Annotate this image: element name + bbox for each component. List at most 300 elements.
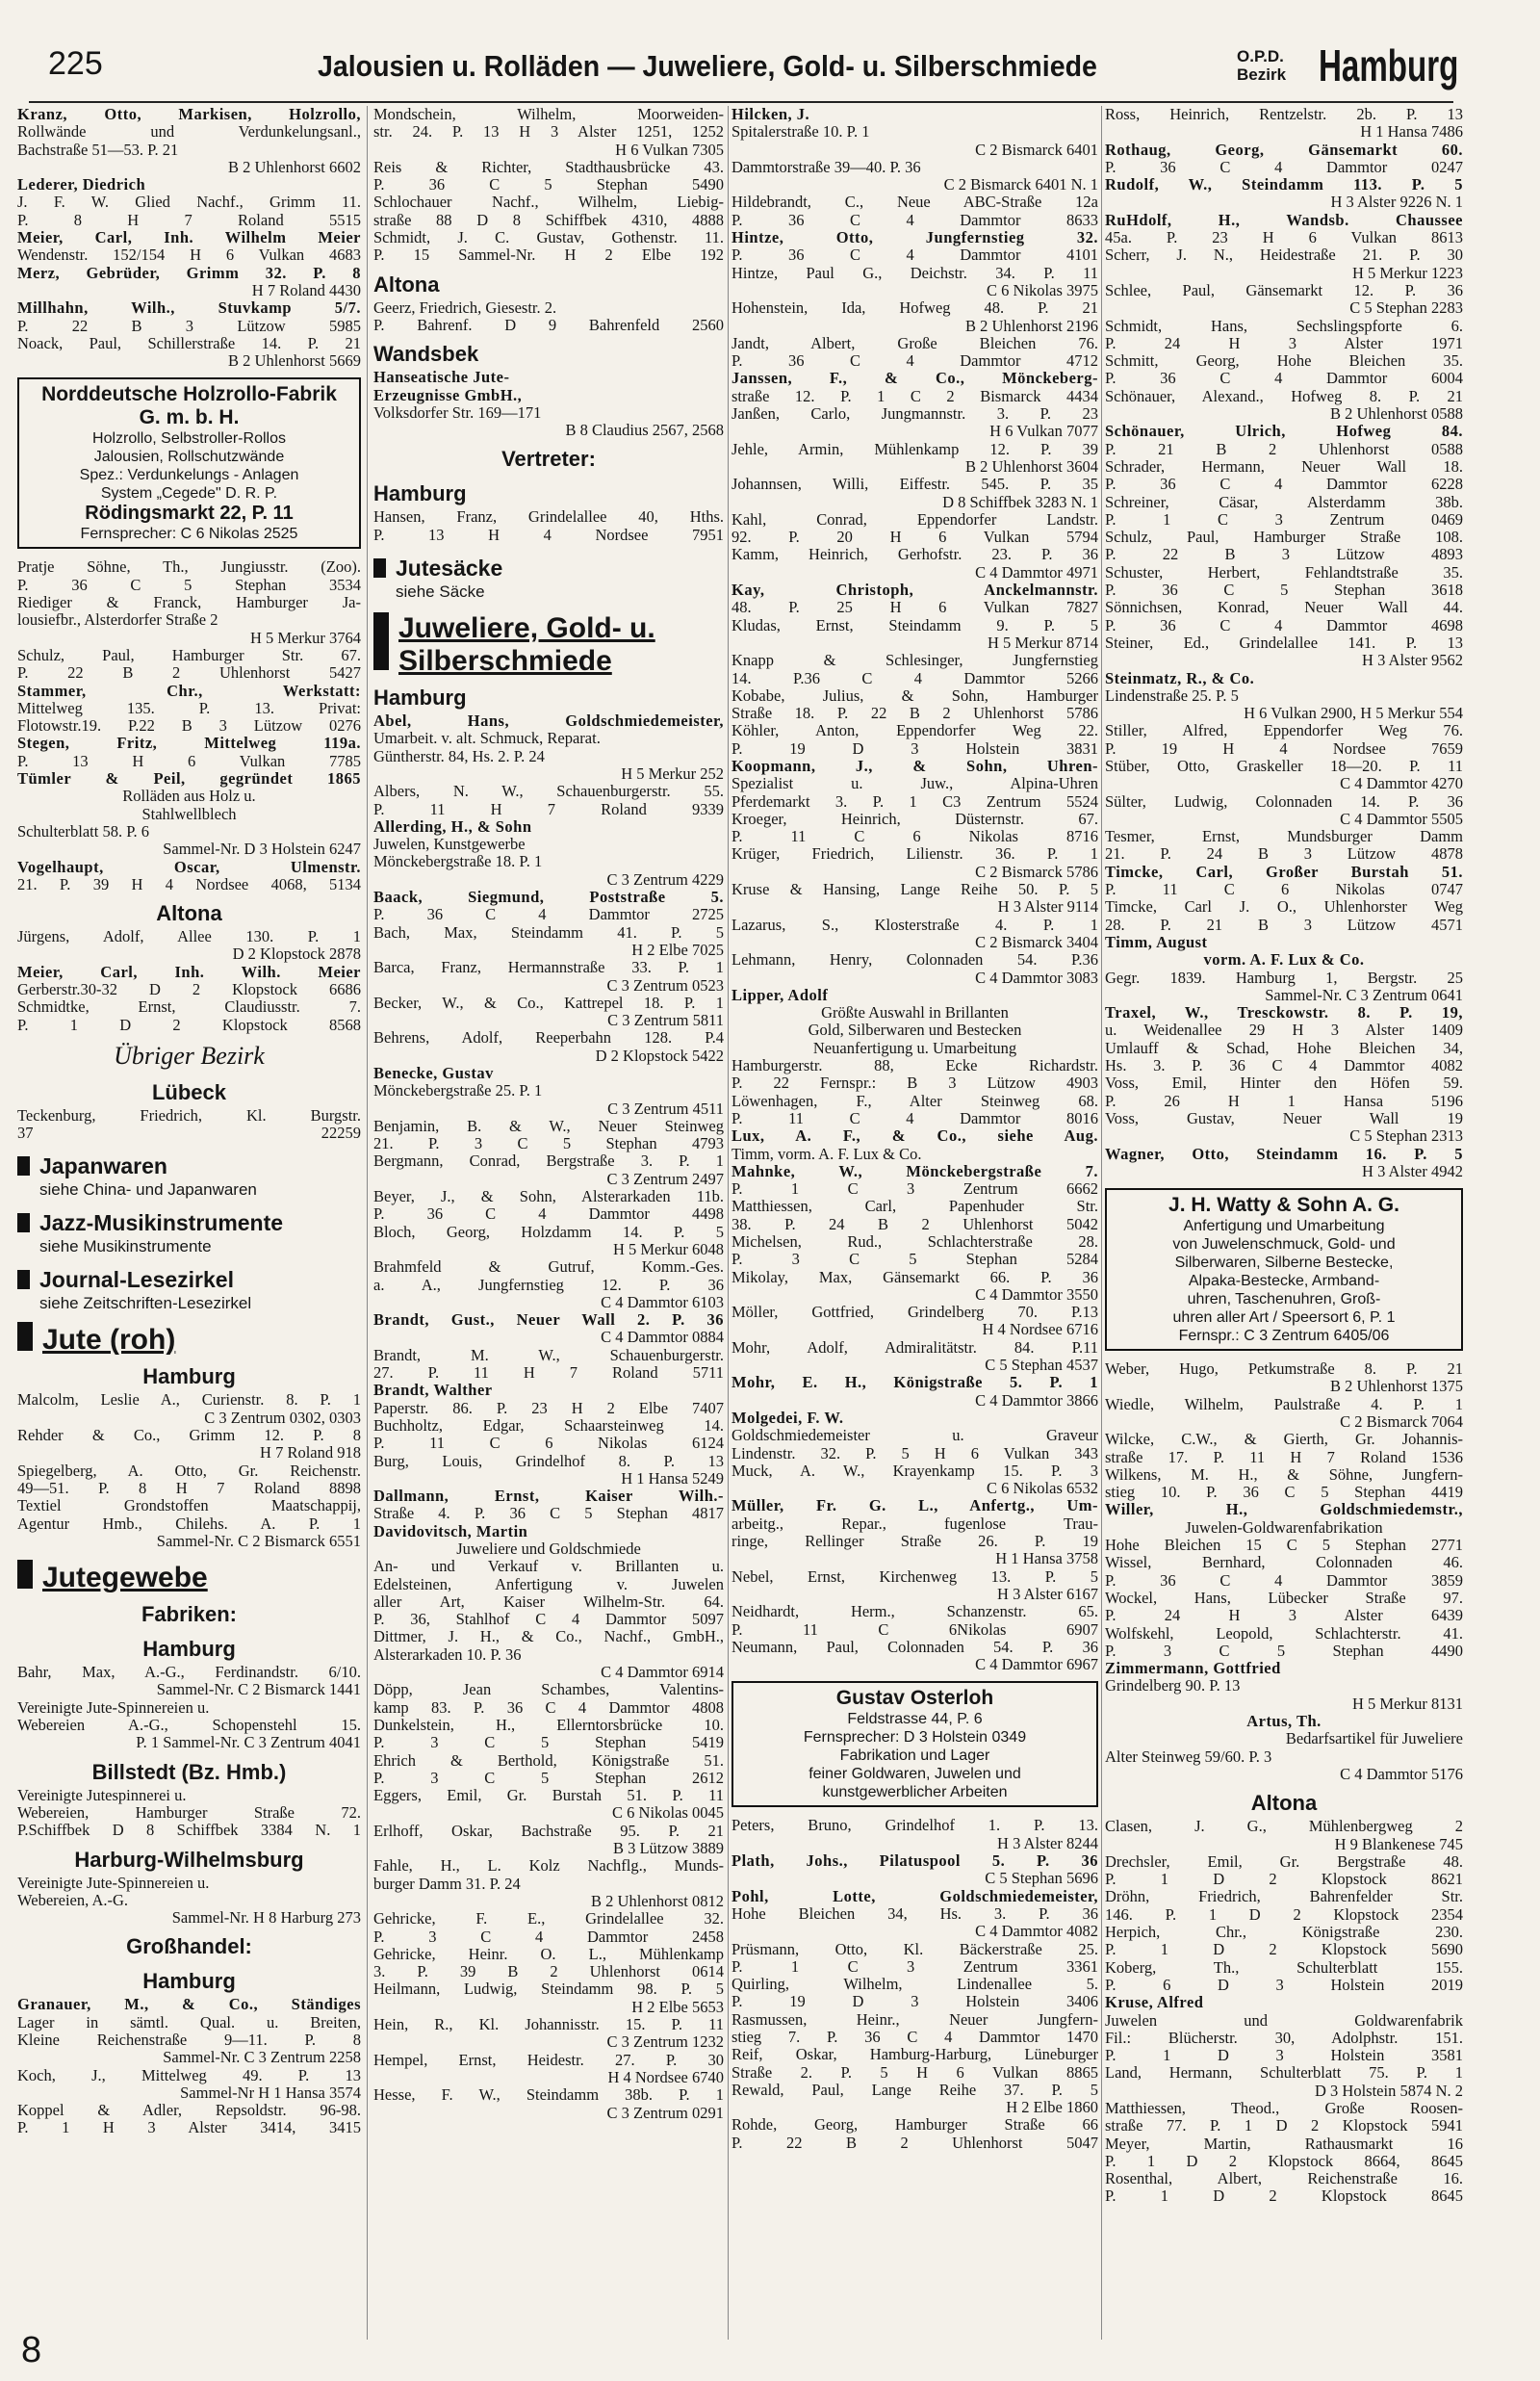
entry-name-line: Davidovitsch, Martin xyxy=(373,1521,528,1540)
entry-line: Dunkelstein, H., Ellerntorsbrücke 10. xyxy=(373,1715,724,1734)
entry-line: P. 36 C 5 Stephan 5490 xyxy=(373,175,724,194)
entry-line: Noack, Paul, Schillerstraße 14. P. 21 xyxy=(17,333,361,352)
entry-line: Weber, Hugo, Petkumstraße 8. P. 21 xyxy=(1105,1359,1463,1379)
entry-line: P. 1 C 3 Zentrum 3361 xyxy=(732,1956,1098,1976)
entry-line: P. 11 C 4 Dammtor 8016 xyxy=(732,1108,1098,1127)
entry-line: Michelsen, Rud., Schlachterstraße 28. xyxy=(732,1232,1098,1251)
entry-line: B 2 Uhlenhorst 0588 xyxy=(1330,404,1463,424)
entry-line: Straße 18. P. 22 B 2 Uhlenhorst 5786 xyxy=(732,704,1098,723)
entry-name-line: Traxel, W., Tresckowstr. 8. P. 19, xyxy=(1105,1003,1463,1022)
section-marker-icon xyxy=(373,612,389,670)
entry-line: Dittmer, J. H., & Co., Nachf., GmbH., xyxy=(373,1627,724,1646)
city-heading: Fabriken: xyxy=(141,1602,238,1627)
entry-line: Straße 4. P. 36 C 5 Stephan 4817 xyxy=(373,1504,724,1523)
entry-line: Quirling, Wilhelm, Lindenallee 5. xyxy=(732,1975,1098,1994)
entry-line: C 4 Dammtor 6103 xyxy=(601,1292,724,1311)
entry-line: P. 3 C 4 Dammtor 2458 xyxy=(373,1927,724,1946)
entry-name-line: Kranz, Otto, Markisen, Holzrollo, xyxy=(17,106,361,123)
ad-line: Norddeutsche Holzrollo-Fabrik xyxy=(41,383,337,406)
section-heading xyxy=(17,1152,361,1180)
entry-name-line: Lederer, Diedrich xyxy=(17,175,146,194)
entry-line: C 3 Zentrum 0302, 0303 xyxy=(204,1408,361,1427)
entry-line: Matthiessen, Carl, Papenhuder Str. xyxy=(732,1197,1098,1216)
ad-line: Fernspr.: C 3 Zentrum 6405/06 xyxy=(1178,1328,1390,1345)
entry-line: Drechsler, Emil, Gr. Bergstraße 48. xyxy=(1105,1851,1463,1871)
entry-name-line: Rudolf, W., Steindamm 113. P. 5 xyxy=(1105,175,1463,194)
entry-name-line: Erzeugnisse GmbH., xyxy=(373,385,523,404)
entry-line: Wolfskehl, Leopold, Schlachterstr. 41. xyxy=(1105,1623,1463,1643)
entry-line: P. 36 C 5 Stephan 3534 xyxy=(17,575,361,594)
entry-name-line: Schönauer, Ulrich, Hofweg 84. xyxy=(1105,422,1463,441)
entry-line: Voss, Emil, Hinter den Höfen 59. xyxy=(1105,1074,1463,1093)
entry-name-line: Willer, H., Goldschmiedemstr., xyxy=(1105,1500,1463,1519)
entry-line: P. 3 C 5 Stephan 4490 xyxy=(1105,1641,1463,1660)
entry-line: Bachstraße 51—53. P. 21 xyxy=(17,140,179,159)
entry-line: Größte Auswahl in Brillanten xyxy=(821,1003,1009,1022)
city-heading: Vertreter: xyxy=(501,447,596,472)
entry-line: H 3 Alster 9114 xyxy=(997,897,1098,917)
entry-name-line: Wagner, Otto, Steindamm 16. P. 5 xyxy=(1105,1144,1463,1163)
ad-line: feiner Goldwaren, Juwelen und xyxy=(808,1766,1021,1783)
entry-name-line: Pohl, Lotte, Goldschmiedemeister, xyxy=(732,1886,1098,1905)
entry-line: Rohde, Georg, Hamburger Straße 66 xyxy=(732,2115,1098,2135)
entry-line: Straße 2. P. 5 H 6 Vulkan 8865 xyxy=(732,2062,1098,2082)
entry-line: Kruse & Hansing, Lange Reihe 50. P. 5 xyxy=(732,880,1098,899)
entry-line: 3. P. 39 B 2 Uhlenhorst 0614 xyxy=(373,1962,724,1981)
entry-line: Koch, J., Mittelweg 49. P. 13 xyxy=(17,2065,361,2084)
entry-line: Krüger, Friedrich, Lilienstr. 36. P. 1 xyxy=(732,844,1098,864)
entry-line: Sammel-Nr. C 3 Zentrum 2258 xyxy=(163,2048,361,2067)
entry-name-line: Müller, Fr. G. L., Anfertg., Um- xyxy=(732,1496,1098,1515)
entry-line: Herpich, Chr., Königstraße 230. xyxy=(1105,1923,1463,1942)
entry-line: P. 36 C 4 Dammtor 4101 xyxy=(732,246,1098,265)
entry-line: Brandt, M. W., Schauenburgerstr. xyxy=(373,1345,724,1364)
entry-line: Schulz, Paul, Hamburger Straße 108. xyxy=(1105,528,1463,547)
entry-line: 49—51. P. 8 H 7 Roland 8898 xyxy=(17,1478,361,1497)
entry-line: Rehder & Co., Grimm 12. P. 8 xyxy=(17,1426,361,1445)
entry-line: An- und Verkauf v. Brillanten u. xyxy=(373,1557,724,1576)
entry-line: Wiedle, Wilhelm, Paulstraße 4. P. 1 xyxy=(1105,1394,1463,1413)
entry-line: Hamburgerstr. 88, Ecke Richardstr. xyxy=(732,1056,1098,1075)
entry-name-line: Artus, Th. xyxy=(1246,1712,1322,1731)
entry-line: Mönckebergstraße 18. P. 1 xyxy=(373,852,543,871)
entry-line: P. 22 B 2 Uhlenhorst 5427 xyxy=(17,663,361,683)
opd-label xyxy=(1237,47,1286,84)
entry-name-line: Millhahn, Wilh., Stuvkamp 5/7. xyxy=(17,298,361,318)
entry-name-line: Abel, Hans, Goldschmiedemeister, xyxy=(373,712,724,731)
entry-line: Alsterarkaden 10. P. 36 xyxy=(373,1644,522,1664)
entry-line: C 4 Dammtor 3866 xyxy=(975,1390,1098,1410)
entry-line: P. Bahrenf. D 9 Bahrenfeld 2560 xyxy=(373,315,724,334)
section-title: Jazz-Musikinstrumente xyxy=(39,1210,284,1236)
entry-name-line: Lux, A. F., & Co., siehe Aug. xyxy=(732,1126,1098,1146)
entry-line: H 5 Merkur 252 xyxy=(621,763,724,783)
entry-line: Webereien, A.-G. xyxy=(17,1890,129,1909)
entry-line: Rewald, Paul, Lange Reihe 37. P. 5 xyxy=(732,2080,1098,2099)
opd-abbrev: O.P.D. xyxy=(1237,47,1284,65)
entry-line: Hein, R., Kl. Johannisstr. 15. P. 11 xyxy=(373,2015,724,2034)
entry-line: Mohr, Adolf, Admiralitätstr. 84. P.11 xyxy=(732,1337,1098,1357)
entry-line: Geerz, Friedrich, Giesestr. 2. xyxy=(373,298,557,317)
entry-line: P. 1 D 2 Klopstock 8664, 8645 xyxy=(1105,2151,1463,2170)
entry-line: Stüber, Otto, Graskeller 18—20. P. 11 xyxy=(1105,756,1463,775)
entry-line: Rosenthal, Albert, Reichenstraße 16. xyxy=(1105,2169,1463,2188)
ad-line: kunstgewerblicher Arbeiten xyxy=(822,1784,1008,1801)
section-heading xyxy=(17,1265,361,1294)
column-rule xyxy=(1101,106,1102,2340)
entry-line: P. 1 D 2 Klopstock 8645 xyxy=(1105,2187,1463,2206)
entry-line: C 4 Dammtor 5505 xyxy=(1340,809,1463,828)
entry-line: P. 19 H 4 Nordsee 7659 xyxy=(1105,738,1463,758)
entry-line: P. 22 B 3 Lützow 5985 xyxy=(17,316,361,335)
entry-line: P. 22 B 3 Lützow 4893 xyxy=(1105,545,1463,564)
entry-line: Timm, vorm. A. F. Lux & Co. xyxy=(732,1144,922,1163)
entry-name-line: Timm, August xyxy=(1105,932,1208,951)
entry-line: Lehmann, Henry, Colonnaden 54. P.36 xyxy=(732,950,1098,970)
entry-line: D 8 Schiffbek 3283 N. 1 xyxy=(942,492,1098,511)
entry-line: P. 24 H 3 Alster 6439 xyxy=(1105,1606,1463,1625)
entry-name-line: vorm. A. F. Lux & Co. xyxy=(1203,950,1365,970)
entry-line: Kroeger, Heinrich, Düsternstr. 67. xyxy=(732,809,1098,828)
entry-line: Lazarus, S., Klosterstraße 4. P. 1 xyxy=(732,915,1098,934)
entry-name-line: Hilcken, J. xyxy=(732,106,810,123)
column-2 xyxy=(373,106,724,2349)
entry-line: Paperstr. 86. P. 23 H 2 Elbe 7407 xyxy=(373,1398,724,1417)
section-marker-icon xyxy=(17,1213,30,1232)
entry-line: Behrens, Adolf, Reeperbahn 128. P.4 xyxy=(373,1028,724,1048)
entry-line: Hintze, Paul G., Deichstr. 34. P. 11 xyxy=(732,263,1098,282)
city-heading: Hamburg xyxy=(373,686,467,711)
entry-line: Steiner, Ed., Grindelallee 141. P. 13 xyxy=(1105,633,1463,652)
entry-line: Land, Hermann, Schulterblatt 75. P. 1 xyxy=(1105,2063,1463,2083)
entry-line: C 2 Bismarck 6401 xyxy=(975,140,1098,159)
ad-line: Alpaka-Bestecke, Armband- xyxy=(1188,1273,1380,1290)
entry-line: Möller, Gottfried, Grindelberg 70. P.13 xyxy=(732,1303,1098,1322)
entry-line: H 5 Merkur 3764 xyxy=(249,628,361,647)
entry-line: ringe, Rellinger Straße 26. P. 19 xyxy=(732,1532,1098,1551)
entry-line: H 3 Alster 4942 xyxy=(1362,1161,1463,1180)
entry-line: straße 77. P. 1 D 2 Klopstock 5941 xyxy=(1105,2116,1463,2135)
entry-line: 21. P. 39 H 4 Nordsee 4068, 5134 xyxy=(17,874,361,893)
entry-line: Sammel-Nr. C 2 Bismarck 1441 xyxy=(156,1680,361,1699)
entry-line: Wilkens, M. H., & Söhne, Jungfern- xyxy=(1105,1464,1463,1484)
entry-name-line: Janssen, F., & Co., Mönckeberg- xyxy=(732,369,1098,388)
entry-line: P. 36, Stahlhof C 4 Dammtor 5097 xyxy=(373,1610,724,1629)
entry-line: Knapp & Schlesinger, Jungfernstieg xyxy=(732,651,1098,670)
city-heading: Harburg-Wilhelmsburg xyxy=(74,1847,304,1872)
entry-line: B 2 Uhlenhorst 2196 xyxy=(965,316,1098,335)
entry-line: P. 13 H 4 Nordsee 7951 xyxy=(373,525,724,544)
entry-line: C 4 Dammtor 6914 xyxy=(601,1663,724,1682)
entry-line: H 6 Vulkan 2900, H 5 Merkur 554 xyxy=(1244,704,1463,723)
entry-line: H 2 Elbe 7025 xyxy=(631,940,724,959)
entry-line: Lager in sämtl. Qual. u. Breiten, xyxy=(17,2012,361,2032)
entry-line: 92. P. 20 H 6 Vulkan 5794 xyxy=(732,528,1098,547)
entry-line: Lindenstraße 25. P. 5 xyxy=(1105,686,1239,705)
entry-line: Buchholtz, Edgar, Schaarsteinweg 14. xyxy=(373,1415,724,1435)
entry-line: 45a. P. 23 H 6 Vulkan 8613 xyxy=(1105,228,1463,247)
entry-line: Vereinigte Jute-Spinnereien u. xyxy=(17,1697,210,1717)
entry-line: Janßen, Carlo, Jungmannstr. 3. P. 23 xyxy=(732,404,1098,424)
entry-line: Burg, Louis, Grindelhof 8. P. 13 xyxy=(373,1451,724,1470)
entry-line: Vereinigte Jute-Spinnereien u. xyxy=(17,1873,210,1892)
entry-line: Alter Steinweg 59/60. P. 3 xyxy=(1105,1747,1272,1766)
entry-line: H 2 Elbe 5653 xyxy=(631,1997,724,2016)
entry-line: C 5 Stephan 2313 xyxy=(1349,1126,1463,1146)
entry-line: Güntherstr. 84, Hs. 2. P. 24 xyxy=(373,746,545,765)
section-title: Journal-Lesezirkel xyxy=(39,1267,234,1293)
entry-line: H 2 Elbe 1860 xyxy=(1006,2098,1098,2117)
entry-line: Hohe Bleichen 15 C 5 Stephan 2771 xyxy=(1105,1536,1463,1555)
entry-line: Dröhn, Friedrich, Bahrenfelder Str. xyxy=(1105,1887,1463,1906)
city-heading: Hamburg xyxy=(373,481,467,506)
entry-line: Juwelen-Goldwarenfabrikation xyxy=(1185,1517,1383,1537)
entry-name-line: Vogelhaupt, Oscar, Ulmenstr. xyxy=(17,857,361,876)
entry-line: 38. P. 24 B 2 Uhlenhorst 5042 xyxy=(732,1214,1098,1233)
entry-line: stieg 10. P. 36 C 5 Stephan 4419 xyxy=(1105,1483,1463,1502)
entry-line: Fahle, H., L. Kolz Nachflg., Munds- xyxy=(373,1856,724,1876)
column-3 xyxy=(732,106,1098,2349)
column-1 xyxy=(17,106,361,2349)
entry-line: P. 15 Sammel-Nr. H 2 Elbe 192 xyxy=(373,246,724,265)
entry-line: Köhler, Anton, Eppendorfer Weg 22. xyxy=(732,721,1098,740)
section-heading xyxy=(17,1560,361,1594)
entry-line: C 4 Dammtor 4082 xyxy=(975,1922,1098,1941)
entry-line: Hansen, Franz, Grindelallee 40, Hths. xyxy=(373,507,724,527)
entry-line: 21. P. 24 B 3 Lützow 4878 xyxy=(1105,844,1463,864)
entry-line: Volksdorfer Str. 169—171 xyxy=(373,402,542,422)
entry-line: Neuanfertigung u. Umarbeitung xyxy=(812,1038,1017,1057)
entry-line: Rasmussen, Heinr., Neuer Jungfern- xyxy=(732,2009,1098,2029)
entry-line: u. Weidenallee 29 H 3 Alster 1409 xyxy=(1105,1021,1463,1040)
ad-line: Fabrikation und Lager xyxy=(839,1747,990,1765)
entry-line: H 1 Hansa 5249 xyxy=(621,1468,724,1488)
entry-line: P. 3 C 5 Stephan 2612 xyxy=(373,1768,724,1787)
entry-line: Teckenburg, Friedrich, Kl. Burgstr. xyxy=(17,1105,361,1125)
entry-line: P. 36 C 5 Stephan 3618 xyxy=(1105,581,1463,600)
entry-line: Sülter, Ludwig, Colonnaden 14. P. 36 xyxy=(1105,791,1463,811)
entry-line: Sammel-Nr. C 3 Zentrum 0641 xyxy=(1265,985,1463,1004)
entry-line: Scherr, J. N., Heidestraße 21. P. 30 xyxy=(1105,246,1463,265)
entry-line: Reis & Richter, Stadthausbrücke 43. xyxy=(373,157,724,176)
entry-line: Gegr. 1839. Hamburg 1, Bergstr. 25 xyxy=(1105,968,1463,987)
ad-line: uhren, Taschenuhren, Groß- xyxy=(1187,1291,1381,1308)
entry-line: Tesmer, Ernst, Mundsburger Damm xyxy=(1105,827,1463,846)
entry-line: Umlauff & Schad, Hohe Bleichen 34, xyxy=(1105,1038,1463,1057)
entry-name-line: Baack, Siegmund, Poststraße 5. xyxy=(373,888,724,907)
entry-line: aller Art, Kaiser Wilhelm-Str. 64. xyxy=(373,1592,724,1611)
entry-line: Kludas, Ernst, Steindamm 9. P. 5 xyxy=(732,615,1098,634)
entry-line: B 2 Uhlenhorst 0812 xyxy=(591,1891,724,1910)
advertisement-box xyxy=(1105,1188,1463,1351)
entry-line: P. 11 C 6 Nikolas 8716 xyxy=(732,827,1098,846)
city-heading: Hamburg xyxy=(142,1969,236,1994)
entry-line: Textiel Grondstoffen Maatschappij, xyxy=(17,1496,361,1515)
entry-line: 37 22259 xyxy=(17,1124,361,1143)
entry-name-line: Hintze, Otto, Jungfernstieg 32. xyxy=(732,228,1098,247)
entry-line: Schulz, Paul, Hamburger Str. 67. xyxy=(17,645,361,664)
section-heading xyxy=(373,612,724,678)
entry-line: Timcke, Carl J. O., Uhlenhorster Weg xyxy=(1105,897,1463,917)
entry-line: Reif, Oskar, Hamburg-Harburg, Lüneburger xyxy=(732,2045,1098,2064)
entry-name-line: Brandt, Walther xyxy=(373,1381,493,1400)
entry-line: C 4 Dammtor 5176 xyxy=(1340,1764,1463,1783)
entry-line: B 3 Lützow 3889 xyxy=(612,1839,724,1858)
entry-name-line: Brandt, Gust., Neuer Wall 2. P. 36 xyxy=(373,1310,724,1330)
entry-line: P. 1 C 3 Zentrum 6662 xyxy=(732,1179,1098,1199)
entry-line: Clasen, J. G., Mühlenbergweg 2 xyxy=(1105,1817,1463,1836)
section-heading xyxy=(17,1322,361,1357)
entry-line: Webereien A.-G., Schopenstehl 15. xyxy=(17,1716,361,1735)
entry-line: 146. P. 1 D 2 Klopstock 2354 xyxy=(1105,1904,1463,1924)
entry-line: P. 24 H 3 Alster 1971 xyxy=(1105,333,1463,352)
entry-line: C 3 Zentrum 0523 xyxy=(606,975,724,995)
entry-line: C 4 Dammtor 3083 xyxy=(975,968,1098,987)
entry-line: Johannsen, Willi, Eiffestr. 545. P. 35 xyxy=(732,475,1098,494)
entry-line: P. 1 D 3 Holstein 3581 xyxy=(1105,2046,1463,2065)
entry-line: H 5 Merkur 6048 xyxy=(612,1239,724,1258)
entry-line: H 1 Hansa 7486 xyxy=(1360,122,1463,142)
entry-line: H 3 Alster 9226 N. 1 xyxy=(1330,193,1463,212)
entry-line: P. 3 C 5 Stephan 5419 xyxy=(373,1733,724,1752)
entry-line: C 2 Bismarck 6401 N. 1 xyxy=(943,175,1098,194)
entry-line: Hohenstein, Ida, Hofweg 48. P. 21 xyxy=(732,298,1098,318)
entry-line: Wilcke, C.W., & Gierth, Gr. Johannis- xyxy=(1105,1430,1463,1449)
bezirk-label: Bezirk xyxy=(1237,65,1287,84)
entry-line: C 4 Dammtor 4971 xyxy=(975,562,1098,582)
entry-line: Prüsmann, Otto, Kl. Bäckerstraße 25. xyxy=(732,1939,1098,1958)
entry-line: B 2 Uhlenhorst 5669 xyxy=(228,351,361,371)
entry-line: Jehle, Armin, Mühlenkamp 12. P. 39 xyxy=(732,439,1098,458)
section-title: Jute (roh) xyxy=(42,1324,176,1357)
entry-line: C 3 Zentrum 1232 xyxy=(606,2032,724,2052)
entry-line: P. 1 D 2 Klopstock 8568 xyxy=(17,1015,361,1034)
entry-line: P. 36 C 4 Dammtor 6004 xyxy=(1105,369,1463,388)
entry-line: Kahl, Conrad, Eppendorfer Landstr. xyxy=(732,509,1098,529)
entry-line: Voss, Gustav, Neuer Wall 19 xyxy=(1105,1108,1463,1127)
entry-line: Muck, A. W., Krayenkamp 15. P. 3 xyxy=(732,1461,1098,1480)
entry-line: Juwelen und Goldwarenfabrik xyxy=(1105,2010,1463,2030)
entry-line: H 7 Roland 4430 xyxy=(251,280,361,299)
entry-line: H 6 Vulkan 7077 xyxy=(989,422,1098,441)
section-marker-icon xyxy=(17,1156,30,1176)
cross-reference: siehe Zeitschriften-Lesezirkel xyxy=(39,1294,252,1313)
entry-line: P. 19 D 3 Holstein 3831 xyxy=(732,738,1098,758)
entry-line: Kobabe, Julius, & Sohn, Hamburger xyxy=(732,686,1098,705)
entry-line: Koberg, Th., Schulterblatt 155. xyxy=(1105,1957,1463,1977)
entry-line: Gerberstr.30-32 D 2 Klopstock 6686 xyxy=(17,979,361,998)
entry-line: Hesse, F. W., Steindamm 38b. P. 1 xyxy=(373,2085,724,2105)
section-title: Jutegewebe xyxy=(42,1562,208,1594)
entry-name-line: Tümler & Peil, gegründet 1865 xyxy=(17,769,361,789)
entry-line: Sammel-Nr. C 2 Bismarck 6551 xyxy=(156,1531,361,1550)
entry-line: B 2 Uhlenhorst 1375 xyxy=(1330,1377,1463,1396)
entry-line: Bedarfsartikel für Juweliere xyxy=(1285,1729,1463,1748)
entry-name-line: Kruse, Alfred xyxy=(1105,1993,1204,2012)
cross-reference: siehe Musikinstrumente xyxy=(39,1237,212,1256)
entry-line: Schmidtke, Ernst, Claudiusstr. 7. xyxy=(17,997,361,1017)
entry-line: P. 13 H 6 Vulkan 7785 xyxy=(17,751,361,770)
ad-line: Spez.: Verdunkelungs - Anlagen xyxy=(79,467,299,484)
entry-line: C 4 Dammtor 3550 xyxy=(975,1284,1098,1304)
entry-line: C 2 Bismarck 7064 xyxy=(1340,1412,1463,1431)
ad-line: Jalousien, Rollschutzwände xyxy=(93,449,285,466)
entry-line: Malcolm, Leslie A., Curienstr. 8. P. 1 xyxy=(17,1390,361,1410)
entry-line: Wendenstr. 152/154 H 6 Vulkan 4683 xyxy=(17,246,361,265)
entry-line: Wissel, Bernhard, Colonnaden 46. xyxy=(1105,1553,1463,1572)
entry-name-line: Hanseatische Jute- xyxy=(373,368,510,387)
entry-line: Sammel-Nr. D 3 Holstein 6247 xyxy=(163,840,361,859)
entry-line: P. 11 C 6Nikolas 6907 xyxy=(732,1619,1098,1639)
cross-reference: siehe China- und Japanwaren xyxy=(39,1180,257,1200)
section-heading xyxy=(17,1208,361,1237)
cross-reference: siehe Säcke xyxy=(396,582,485,602)
footer-mark: 8 xyxy=(21,2330,42,2370)
entry-line: Mondschein, Wilhelm, Moorweiden- xyxy=(373,106,724,123)
entry-line: H 5 Merkur 8131 xyxy=(1351,1694,1463,1713)
entry-line: P. 36 C 4 Dammtor 4698 xyxy=(1105,615,1463,634)
ad-line: Fernsprecher: D 3 Holstein 0349 xyxy=(803,1729,1027,1747)
entry-line: P. 36 C 4 Dammtor 4498 xyxy=(373,1204,724,1224)
entry-line: Spiegelberg, A. Otto, Gr. Reichenstr. xyxy=(17,1461,361,1480)
entry-line: Agentur Hmb., Chilehs. A. P. 1 xyxy=(17,1514,361,1533)
ad-line: J. H. Watty & Sohn A. G. xyxy=(1168,1194,1399,1217)
entry-line: C 2 Bismarck 3404 xyxy=(975,932,1098,951)
page-number: 225 xyxy=(48,45,103,82)
entry-line: Schuster, Herbert, Fehlandtstraße 35. xyxy=(1105,562,1463,582)
entry-name-line: Granauer, M., & Co., Ständiges xyxy=(17,1995,361,2014)
entry-line: P. 8 H 7 Roland 5515 xyxy=(17,210,361,229)
entry-line: P. 22 Fernspr.: B 3 Lützow 4903 xyxy=(732,1074,1098,1093)
entry-line: C 2 Bismarck 5786 xyxy=(975,862,1098,881)
entry-line: Goldschmiedemeister u. Graveur xyxy=(732,1426,1098,1445)
section-title: Juweliere, Gold- u. Silberschmiede xyxy=(398,612,655,678)
entry-line: C 5 Stephan 2283 xyxy=(1349,298,1463,318)
entry-line: P.Schiffbek D 8 Schiffbek 3384 N. 1 xyxy=(17,1821,361,1840)
entry-line: C 5 Stephan 5696 xyxy=(985,1869,1098,1888)
entry-line: Bahr, Max, A.-G., Ferdinandstr. 6/10. xyxy=(17,1663,361,1682)
entry-line: Jürgens, Adolf, Allee 130. P. 1 xyxy=(17,927,361,946)
entry-line: Sammel-Nr H 1 Hansa 3574 xyxy=(180,2083,361,2102)
entry-line: 48. P. 25 H 6 Vulkan 7827 xyxy=(732,598,1098,617)
ad-line: G. m. b. H. xyxy=(139,406,240,429)
entry-name-line: Molgedei, F. W. xyxy=(732,1408,844,1427)
entry-name-line: Merz, Gebrüder, Grimm 32. P. 8 xyxy=(17,263,361,282)
entry-name-line: Lipper, Adolf xyxy=(732,985,829,1004)
entry-line: straße 12. P. 1 C 2 Bismarck 4434 xyxy=(732,386,1098,405)
running-title: Jalousien u. Rolläden — Juweliere, Gold- u. Silberschmiede xyxy=(318,49,1097,83)
entry-name-line: Kay, Christoph, Anckelmannstr. xyxy=(732,581,1098,600)
city-heading: Wandsbek xyxy=(373,342,479,367)
entry-line: Hempel, Ernst, Heidestr. 27. P. 30 xyxy=(373,2050,724,2069)
entry-line: C 6 Nikolas 3975 xyxy=(987,280,1098,299)
entry-line: Juweliere und Goldschmiede xyxy=(456,1540,641,1558)
entry-line: Lindenstr. 32. P. 5 H 6 Vulkan 343 xyxy=(732,1443,1098,1462)
entry-line: Umarbeit. v. alt. Schmuck, Reparat. xyxy=(373,729,601,748)
entry-line: C 3 Zentrum 0291 xyxy=(606,2103,724,2122)
entry-line: Albers, N. W., Schauenburgerstr. 55. xyxy=(373,782,724,801)
entry-line: Ehrich & Berthold, Königstraße 51. xyxy=(373,1750,724,1770)
entry-line: P. 36 C 4 Dammtor 0247 xyxy=(1105,157,1463,176)
city-heading: Altona xyxy=(373,272,440,297)
entry-line: Flotowstr.19. P.22 B 3 Lützow 0276 xyxy=(17,716,361,736)
entry-line: Bergmann, Conrad, Bergstraße 3. P. 1 xyxy=(373,1152,724,1171)
entry-line: Rollwände und Verdunkelungsanl., xyxy=(17,122,361,142)
entry-line: Gehricke, Heinr. O. L., Mühlenkamp xyxy=(373,1944,724,1963)
ad-line: Silberwaren, Silberne Bestecke, xyxy=(1174,1255,1394,1272)
advertisement-box xyxy=(17,377,361,549)
entry-line: Stiller, Alfred, Eppendorfer Weg 76. xyxy=(1105,721,1463,740)
